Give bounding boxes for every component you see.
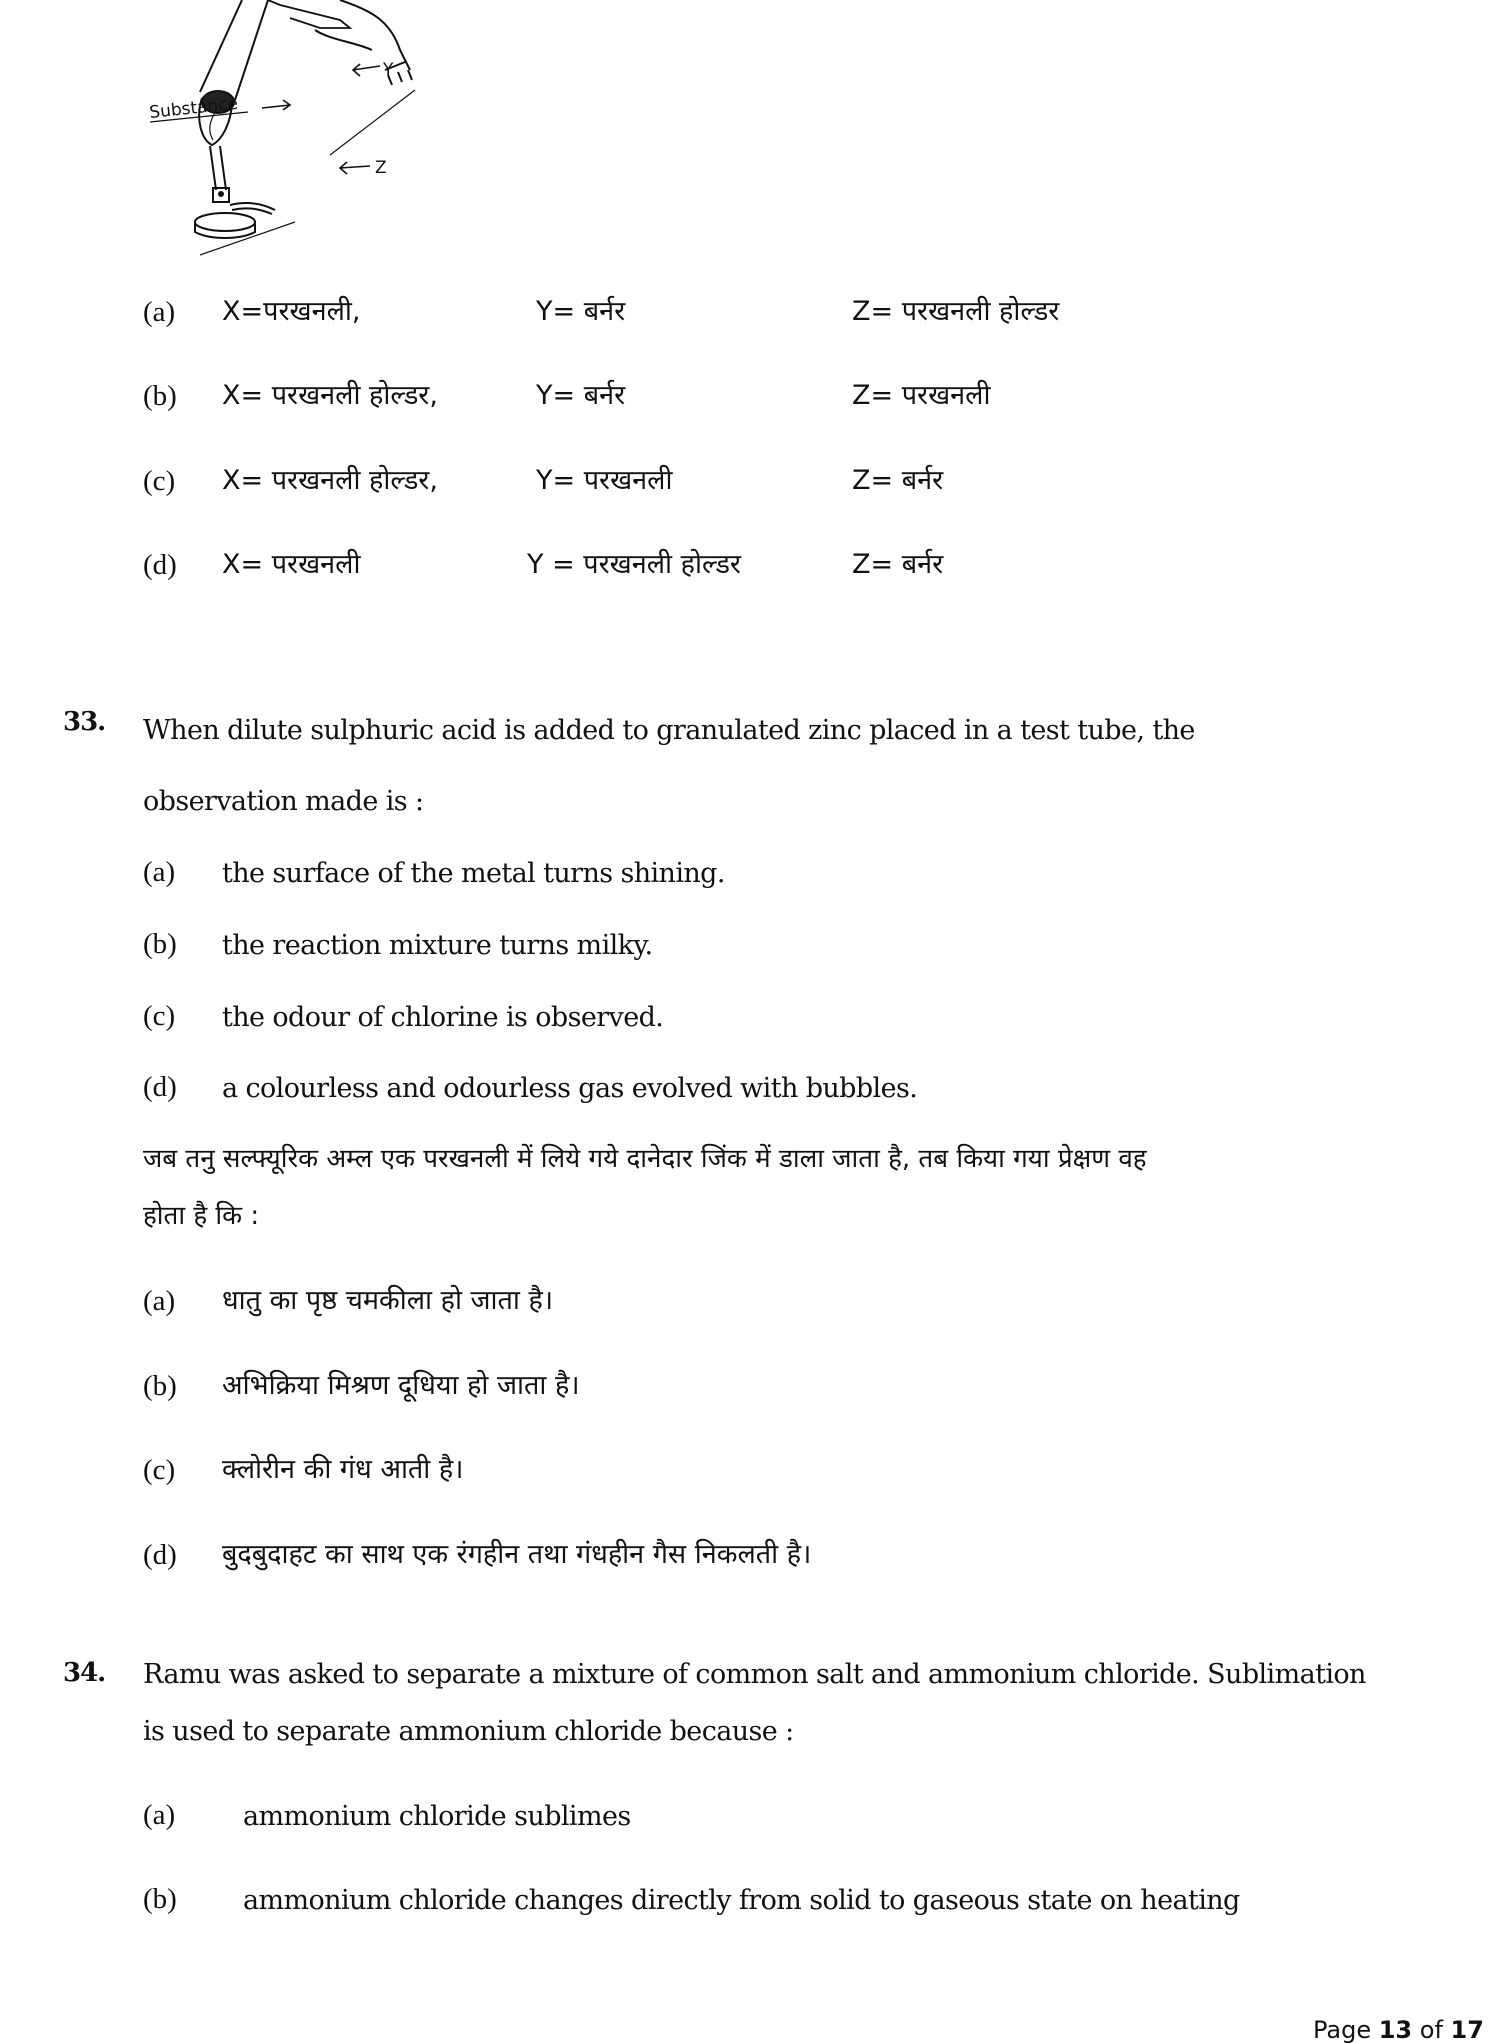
option-text: अभिक्रिया मिश्रण दूधिया हो जाता है।	[222, 1370, 580, 1401]
page-middle: of	[1412, 2016, 1451, 2044]
question-number: 33.	[63, 707, 106, 737]
substance-arrow-icon	[262, 100, 290, 110]
question-number: 34.	[63, 1658, 106, 1688]
option-label: (c)	[143, 1454, 176, 1486]
question-text-hi: जब तनु सल्फ्यूरिक अम्ल एक परखनली में लिये गये दानेदार जिंक में डाला जाता है, तब किया गया प्रेक्षण वह	[143, 1144, 1147, 1174]
option-label: (b)	[143, 1883, 177, 1915]
total-pages: 17	[1450, 2016, 1484, 2044]
page-indicator	[1313, 2018, 1484, 2042]
substance-label: Substance	[148, 93, 239, 123]
option-x: X= परखनली	[222, 549, 361, 580]
question-text-en: Ramu was asked to separate a mixture of common salt and ammonium chloride. Sublimation	[143, 1659, 1366, 1690]
option-label: (d)	[143, 549, 177, 581]
option-text: क्लोरीन की गंध आती है।	[222, 1454, 464, 1485]
option-label: (b)	[143, 928, 177, 960]
option-z: Z= परखनली होल्डर	[852, 296, 1060, 327]
option-x: X= परखनली होल्डर,	[222, 465, 438, 496]
option-x: X=परखनली,	[222, 296, 361, 327]
option-text: धातु का पृष्ठ चमकीला हो जाता है।	[222, 1285, 554, 1316]
option-text: the surface of the metal turns shining.	[222, 858, 725, 889]
question-text-hi-cont: होता है कि :	[143, 1201, 260, 1231]
page-prefix: Page	[1313, 2016, 1379, 2044]
option-z: Z= बर्नर	[852, 465, 944, 496]
z-label: Z	[375, 158, 387, 178]
option-y: Y= बर्नर	[536, 380, 626, 411]
option-label: (c)	[143, 465, 176, 497]
option-label: (c)	[143, 1000, 176, 1032]
y-label: Y	[383, 60, 394, 80]
option-text: ammonium chloride changes directly from solid to gaseous state on heating	[243, 1885, 1240, 1916]
option-text: a colourless and odourless gas evolved with bubbles.	[222, 1073, 918, 1104]
option-label: (b)	[143, 1370, 177, 1402]
option-text: बुदबुदाहट का साथ एक रंगहीन तथा गंधहीन गैस निकलती है।	[222, 1539, 812, 1570]
option-label: (b)	[143, 380, 177, 412]
option-label: (d)	[143, 1071, 177, 1103]
test-tube-icon	[200, 0, 268, 100]
option-text: ammonium chloride sublimes	[243, 1801, 631, 1832]
option-z: Z= परखनली	[852, 380, 991, 411]
option-label: (a)	[143, 1799, 176, 1831]
option-label: (a)	[143, 1285, 176, 1317]
option-x: X= परखनली होल्डर,	[222, 380, 438, 411]
current-page: 13	[1378, 2016, 1413, 2044]
question-text-en: When dilute sulphuric acid is added to granulated zinc placed in a test tube, the	[143, 715, 1195, 746]
y-arrow-icon	[353, 64, 380, 76]
option-y: Y = परखनली होल्डर	[527, 549, 741, 580]
option-y: Y= परखनली	[536, 465, 673, 496]
option-text: the odour of chlorine is observed.	[222, 1002, 664, 1033]
option-label: (a)	[143, 296, 176, 328]
option-label: (d)	[143, 1539, 177, 1571]
question-text-en-cont: observation made is :	[143, 786, 424, 817]
option-y: Y= बर्नर	[536, 296, 626, 327]
option-label: (a)	[143, 856, 176, 888]
option-z: Z= बर्नर	[852, 549, 944, 580]
option-text: the reaction mixture turns milky.	[222, 930, 653, 961]
test-tube-heating-diagram	[140, 0, 560, 270]
question-text-en-cont: is used to separate ammonium chloride because :	[143, 1716, 794, 1747]
z-arrow-icon	[340, 162, 370, 174]
